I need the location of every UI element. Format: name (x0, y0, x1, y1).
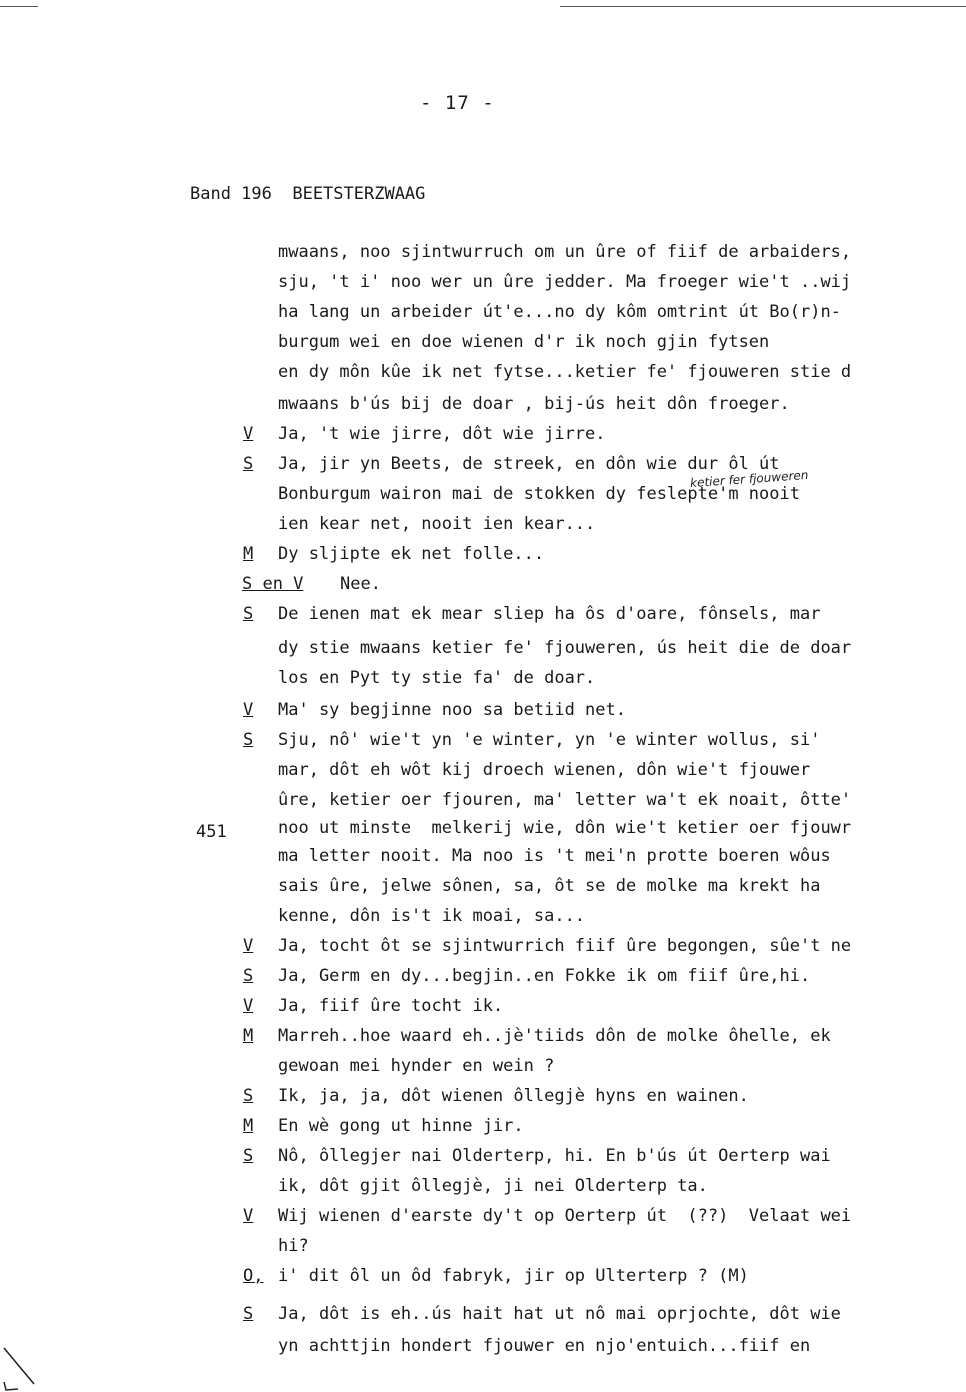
transcript-line: Ja, 't wie jirre, dôt wie jirre. (278, 424, 606, 444)
transcript-line: sais ûre, jelwe sônen, sa, ôt se de molke ma krekt ha (278, 876, 821, 896)
transcript-line: burgum wei en doe wienen d'r ik noch gjin fytsen (278, 332, 770, 352)
transcript-line: los en Pyt ty stie fa' de doar. (278, 668, 596, 688)
transcript-line: Ik, ja, ja, dôt wienen ôllegjè hyns en wainen. (278, 1086, 749, 1106)
transcript-line: Marreh..hoe waard eh..jè'tiids dôn de molke ôhelle, ek (278, 1026, 831, 1046)
page-number: - 17 - (420, 92, 495, 114)
transcript-line: ien kear net, nooit ien kear... (278, 514, 596, 534)
transcript-line: Dy sljipte ek net folle... (278, 544, 545, 564)
transcript-line: hi? (278, 1236, 309, 1256)
speaker-label: S (243, 1146, 254, 1166)
speaker-label: S en V (242, 574, 304, 594)
transcript-line: noo ut minste melkerij wie, dôn wie't ketier oer fjouwr (278, 818, 852, 838)
transcript-line: Wij wienen d'earste dy't op Oerterp út (??) Velaat wei (278, 1206, 852, 1226)
transcript-line: kenne, dôn is't ik moai, sa... (278, 906, 586, 926)
speaker-label: S (243, 1086, 254, 1106)
speaker-label: O, (243, 1266, 264, 1286)
speaker-label: S (243, 604, 254, 624)
transcript-line: ûre, ketier oer fjouren, ma' letter wa't ek noait, ôtte' (278, 790, 852, 810)
speaker-label: S (243, 730, 254, 750)
transcript-line: ik, dôt gjit ôllegjè, ji nei Olderterp ta. (278, 1176, 708, 1196)
margin-number: 451 (196, 822, 227, 842)
transcript-line: ha lang un arbeider út'e...no dy kôm omtrint út Bo(r)n- (278, 302, 841, 322)
speaker-label: V (243, 700, 254, 720)
transcript-line: Ja, Germ en dy...begjin..en Fokke ik om fiif ûre,hi. (278, 966, 811, 986)
transcript-line: Sju, nô' wie't yn 'e winter, yn 'e winter wollus, si' (278, 730, 821, 750)
transcript-line: Nô, ôllegjer nai Olderterp, hi. En b'ús út Oerterp wai (278, 1146, 831, 1166)
handwritten-note: ketier fer fjouweren (689, 467, 809, 491)
transcript-line: Bonburgum wairon mai de stokken dy feslepte'm nooit (278, 484, 800, 504)
speaker-label: S (243, 966, 254, 986)
transcript-line: Ja, fiif ûre tocht ik. (278, 996, 504, 1016)
speaker-label: M (243, 1026, 254, 1046)
top-rule-right (560, 6, 966, 7)
transcript-line: Ja, jir yn Beets, de streek, en dôn wie dur ôl út (278, 454, 780, 474)
transcript-line: sju, 't i' noo wer un ûre jedder. Ma froeger wie't ..wij (278, 272, 852, 292)
document-header: Band 196 BEETSTERZWAAG (190, 184, 426, 204)
transcript-line: yn achttjin hondert fjouwer en njo'entuich...fiif en (278, 1336, 811, 1356)
speaker-label: S (243, 454, 254, 474)
speaker-label: M (243, 1116, 254, 1136)
transcript-line: mwaans, noo sjintwurruch om un ûre of fiif de arbaiders, (278, 242, 852, 262)
speaker-label: M (243, 544, 254, 564)
speaker-label: V (243, 424, 254, 444)
speaker-label: V (243, 996, 254, 1016)
transcript-line: Nee. (340, 574, 381, 594)
transcript-line: mar, dôt eh wôt kij droech wienen, dôn wie't fjouwer (278, 760, 811, 780)
transcript-line: ma letter nooit. Ma noo is 't mei'n protte boeren wôus (278, 846, 831, 866)
transcript-line: dy stie mwaans ketier fe' fjouweren, ús heit die de doar (278, 638, 852, 658)
speaker-label: V (243, 1206, 254, 1226)
transcript-line: De ienen mat ek mear sliep ha ôs d'oare, fônsels, mar (278, 604, 821, 624)
top-rule-left (0, 6, 38, 7)
transcript-line: en dy môn kûe ik net fytse...ketier fe' fjouweren stie d (278, 362, 852, 382)
transcript-line: Ma' sy begjinne noo sa betiid net. (278, 700, 626, 720)
transcript-line: Ja, tocht ôt se sjintwurrich fiif ûre begongen, sûe't ne (278, 936, 852, 956)
transcript-line: En wè gong ut hinne jir. (278, 1116, 524, 1136)
transcript-line: mwaans b'ús bij de doar , bij-ús heit dôn froeger. (278, 394, 790, 414)
transcript-line: Ja, dôt is eh..ús hait hat ut nô mai oprjochte, dôt wie (278, 1304, 841, 1324)
transcript-line: i' dit ôl un ôd fabryk, jir op Ulterterp ? (M) (278, 1266, 749, 1286)
speaker-label: V (243, 936, 254, 956)
corner-mark (0, 1342, 40, 1392)
transcript-line: gewoan mei hynder en wein ? (278, 1056, 555, 1076)
speaker-label: S (243, 1304, 254, 1324)
